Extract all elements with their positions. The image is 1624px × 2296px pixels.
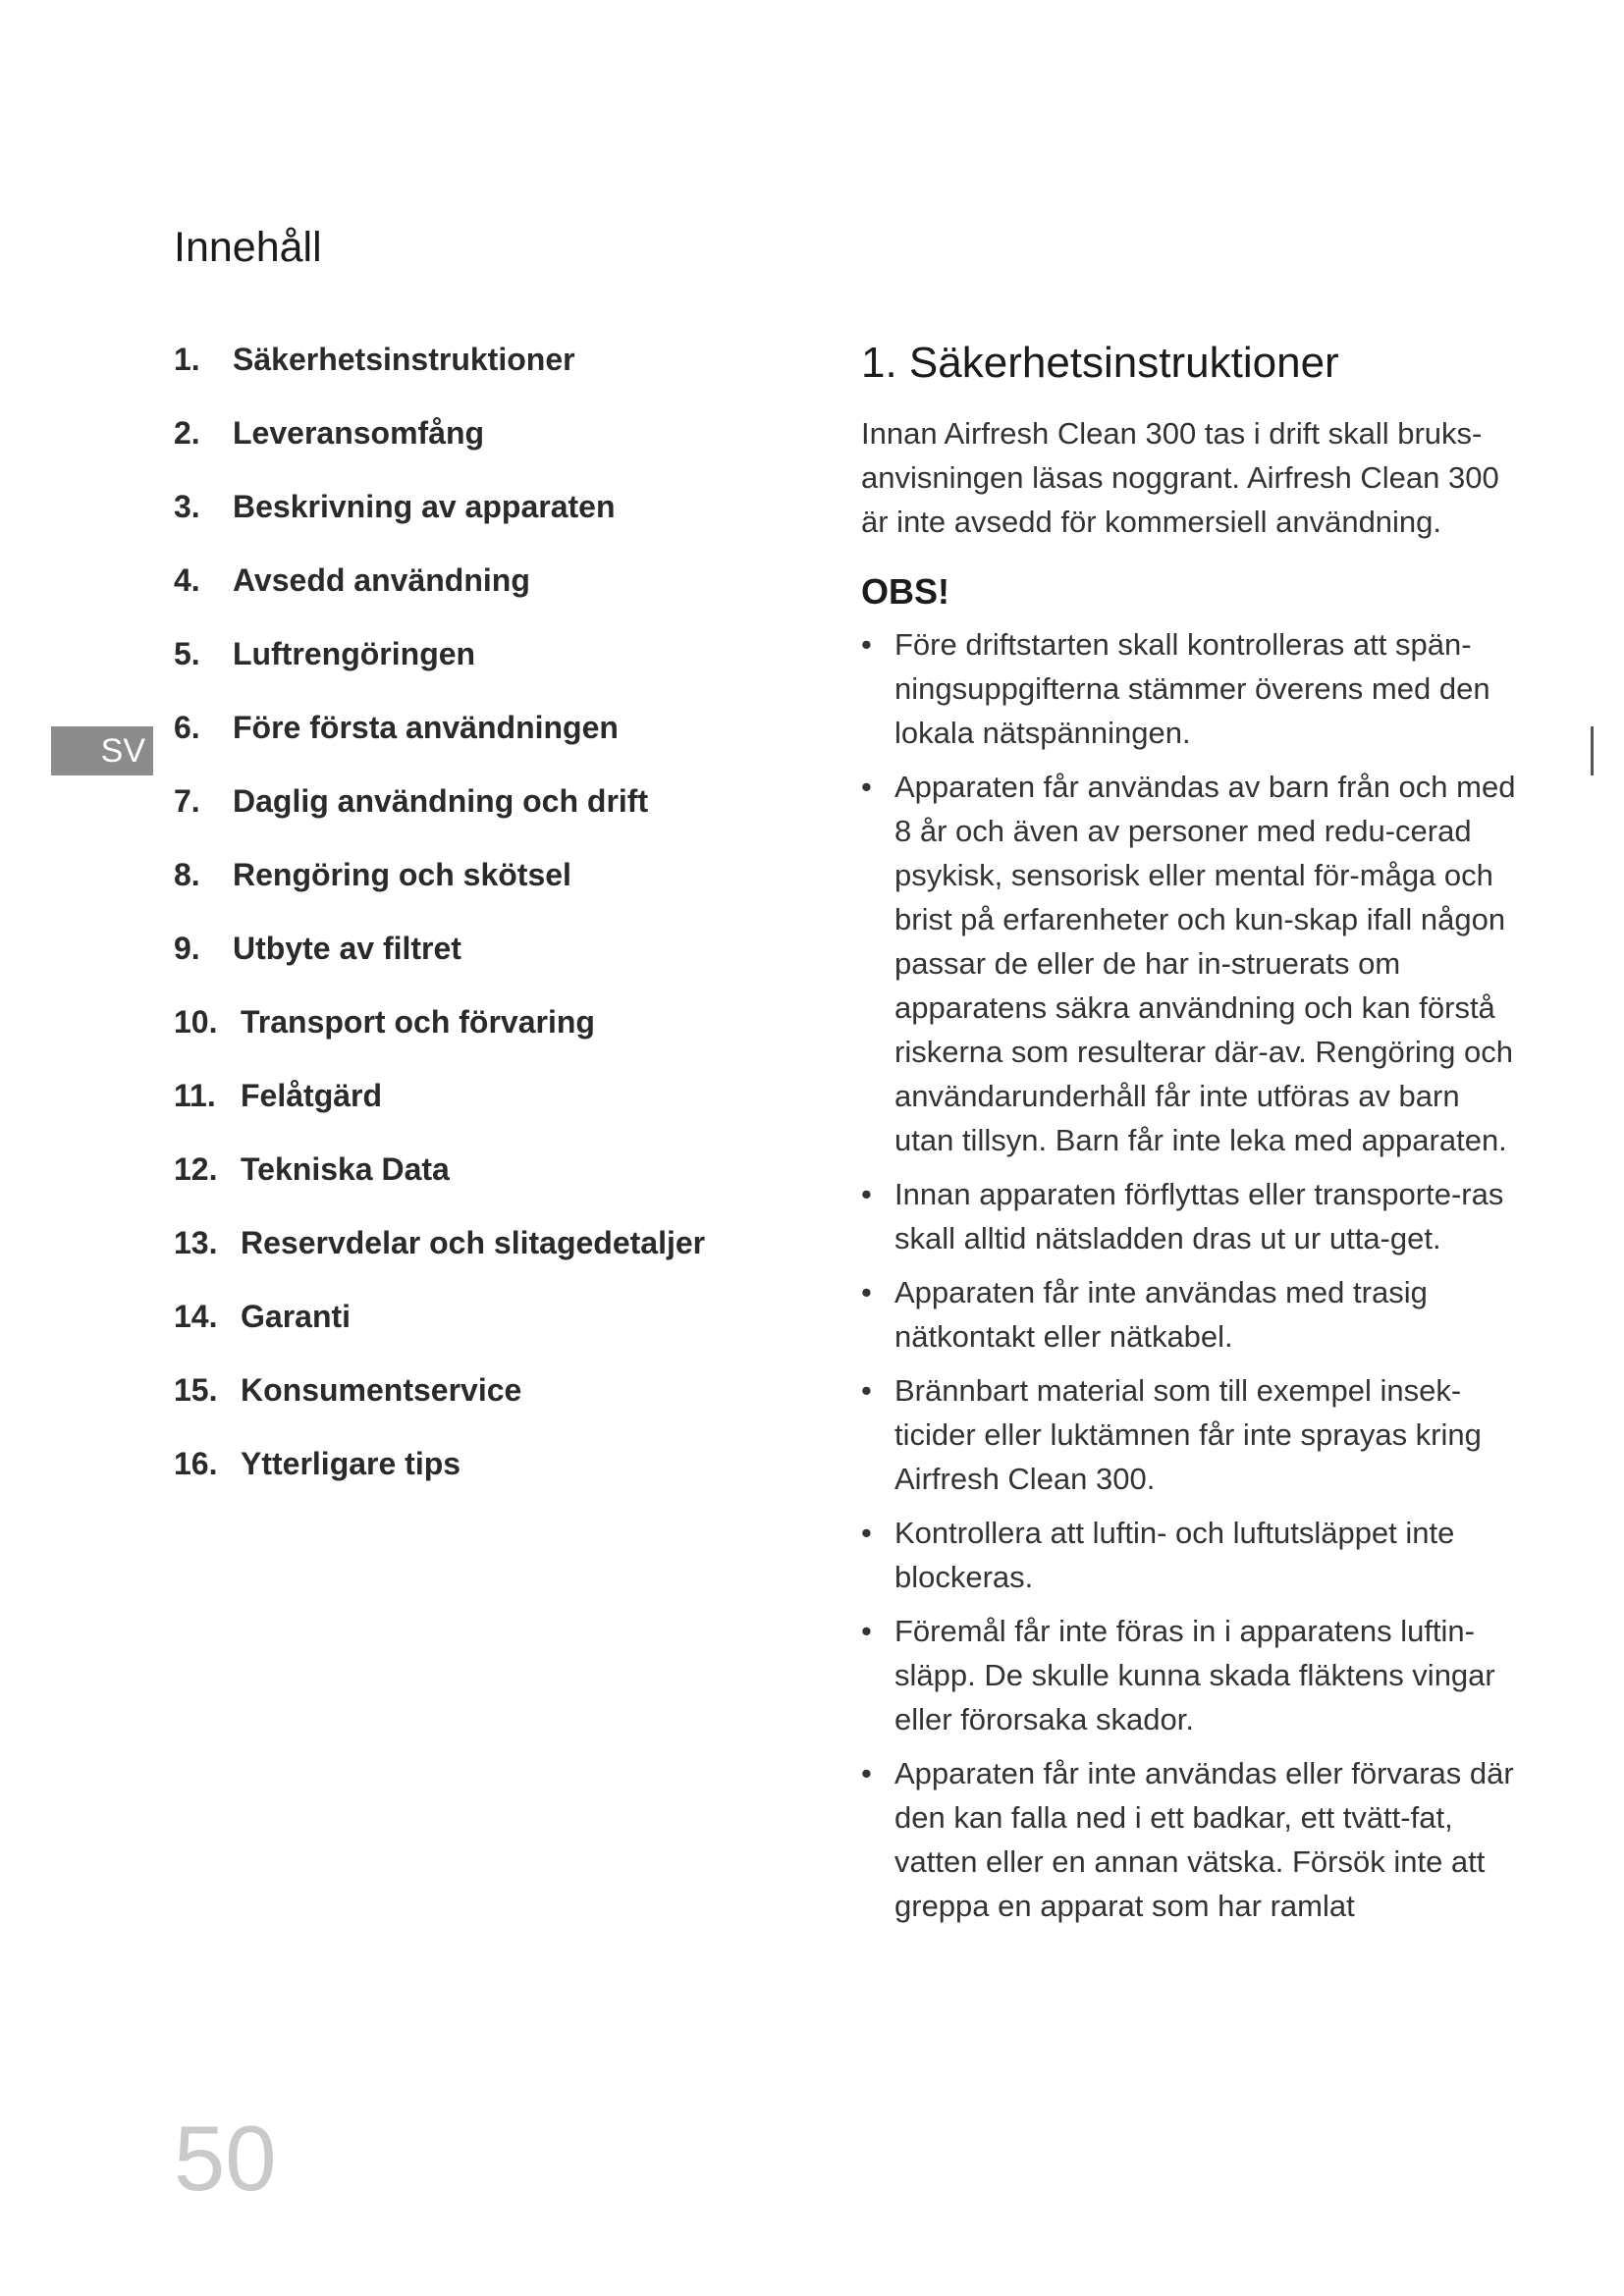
obs-heading: OBS! — [861, 571, 949, 612]
toc-item — [174, 1004, 705, 1078]
toc-item — [174, 415, 705, 489]
toc-item — [174, 710, 705, 783]
toc-item-number: 14. — [174, 1299, 218, 1334]
safety-bullet-list — [861, 622, 1519, 1928]
list-item: • Apparaten får inte användas eller förvaras där den kan falla ned i ett badkar, ett tvätt-fat, vatten eller en annan vätska. Försök inte att greppa en apparat som har ramlat — [861, 1751, 1519, 1928]
toc-item-label: Tekniska Data — [241, 1151, 450, 1187]
toc-item — [174, 1446, 705, 1520]
toc-item-number: 15. — [174, 1372, 218, 1408]
toc-item-label: Daglig användning och drift — [233, 783, 649, 819]
toc-item-label: Luftrengöringen — [233, 636, 476, 671]
toc-item-label: Före första användningen — [233, 710, 619, 745]
toc-item — [174, 857, 705, 931]
toc-item-label: Beskrivning av apparaten — [233, 489, 616, 524]
list-item: • Apparaten får användas av barn från och med 8 år och även av personer med redu-cerad psykisk, sensorisk eller mental för-måga och brist på erfarenheter och kun-skap ifall någon passar de eller de har in-struerats om apparatens säkra användning och kan förstå riskerna som resulterar där-av. Rengöring och användarunderhåll får inte utföras av barn utan tillsyn. Barn får inte leka med apparaten. — [861, 765, 1519, 1162]
toc-item — [174, 783, 705, 857]
toc-item-number: 7. — [174, 783, 200, 819]
toc-item-number: 6. — [174, 710, 200, 745]
list-item: • Innan apparaten förflyttas eller transporte-ras skall alltid nätsladden dras ut ur utta-get. — [861, 1172, 1519, 1260]
toc-item — [174, 1225, 705, 1299]
toc-item — [174, 931, 705, 1004]
list-item: • Kontrollera att luftin- och luftutsläppet inte blockeras. — [861, 1511, 1519, 1599]
section-intro: Innan Airfresh Clean 300 tas i drift skall bruks-anvisningen läsas noggrant. Airfresh Clean 300 är inte avsedd för kommersiell användning. — [861, 416, 1499, 539]
toc-title: Innehåll — [174, 224, 322, 271]
toc-item-number: 11. — [174, 1078, 216, 1113]
toc-item-label: Konsumentservice — [241, 1372, 522, 1408]
section-title: 1. Säkerhetsinstruktioner — [861, 339, 1339, 387]
toc-list — [174, 342, 705, 1520]
list-item: • Apparaten får inte användas med trasig nätkontakt eller nätkabel. — [861, 1270, 1519, 1359]
toc-item — [174, 1078, 705, 1151]
toc-item — [174, 1299, 705, 1372]
toc-item — [174, 489, 705, 562]
toc-item-label: Felåtgärd — [241, 1078, 383, 1113]
toc-item-number: 4. — [174, 562, 200, 598]
list-item: • Före driftstarten skall kontrolleras att spän-ningsuppgifterna stämmer överens med den lokala nätspänningen. — [861, 622, 1519, 755]
toc-item — [174, 636, 705, 710]
toc-item-number: 2. — [174, 415, 200, 451]
toc-item-number: 16. — [174, 1446, 218, 1481]
toc-item-number: 9. — [174, 931, 200, 966]
toc-item-number: 1. — [174, 342, 200, 377]
list-item: • Föremål får inte föras in i apparatens luftin-släpp. De skulle kunna skada fläktens vingar eller förorsaka skador. — [861, 1609, 1519, 1741]
toc-item-number: 5. — [174, 636, 200, 671]
page-number: 50 — [174, 2107, 277, 2210]
toc-item-label: Transport och förvaring — [241, 1004, 595, 1040]
toc-item-number: 8. — [174, 857, 200, 892]
toc-item-number: 3. — [174, 489, 200, 524]
toc-item-label: Garanti — [241, 1299, 352, 1334]
toc-item-label: Rengöring och skötsel — [233, 857, 571, 892]
toc-item-number: 13. — [174, 1225, 218, 1260]
language-tab: SV — [51, 726, 153, 775]
toc-item-label: Säkerhetsinstruktioner — [233, 342, 575, 377]
toc-item-label: Leveransomfång — [233, 415, 485, 451]
toc-item-label: Avsedd användning — [233, 562, 530, 598]
toc-item-label: Utbyte av filtret — [233, 931, 461, 966]
toc-item — [174, 1151, 705, 1225]
toc-item-label: Reservdelar och slitagedetaljer — [241, 1225, 706, 1260]
toc-item-label: Ytterligare tips — [241, 1446, 461, 1481]
toc-item — [174, 562, 705, 636]
toc-item — [174, 342, 705, 415]
safety-section — [861, 339, 1519, 1938]
list-item: • Brännbart material som till exempel insek-ticider eller luktämnen får inte sprayas kring Airfresh Clean 300. — [861, 1368, 1519, 1501]
toc-item — [174, 1372, 705, 1446]
toc-item-number: 10. — [174, 1004, 218, 1040]
margin-marker — [1591, 726, 1594, 775]
toc-item-number: 12. — [174, 1151, 218, 1187]
